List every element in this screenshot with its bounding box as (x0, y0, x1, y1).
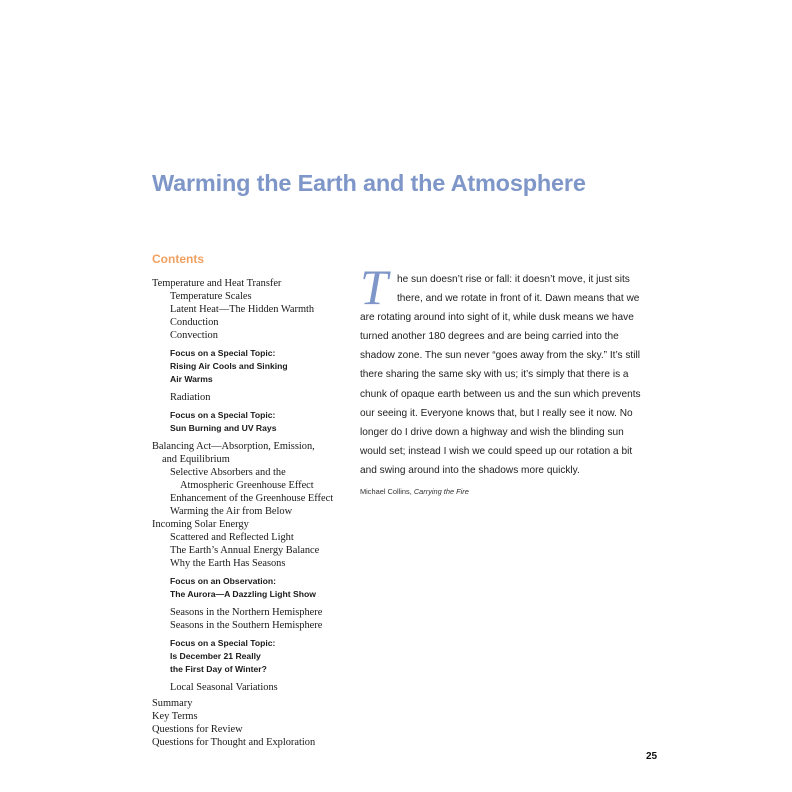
epigraph-line: he sun doesn’t rise or fall: it doesn’t move, it just sits (397, 274, 630, 285)
toc-item[interactable]: Convection (170, 330, 218, 341)
chapter-title: Warming the Earth and the Atmosphere (152, 170, 586, 196)
toc-item-continued[interactable]: and Equilibrium (162, 454, 230, 465)
toc-item[interactable]: Temperature and Heat Transfer (152, 278, 282, 289)
toc-item[interactable]: Scattered and Reflected Light (170, 532, 294, 543)
toc-item[interactable]: Local Seasonal Variations (170, 682, 278, 693)
toc-focus-item[interactable]: Air Warms (170, 374, 213, 384)
epigraph-line: would set; instead I wish we could speed up our rotation a bit (360, 445, 633, 457)
toc-item[interactable]: Why the Earth Has Seasons (170, 558, 286, 569)
epigraph-line: turned another 180 degrees and are being carried into the (360, 331, 619, 343)
toc-item[interactable]: Selective Absorbers and the (170, 467, 286, 478)
toc-item[interactable]: Warming the Air from Below (170, 506, 293, 517)
epigraph-line: our seeing it. Everyone knows that, but I really see it now. No (360, 407, 633, 419)
epigraph-attribution (360, 487, 469, 496)
toc-item-continued[interactable]: Atmospheric Greenhouse Effect (180, 480, 314, 491)
toc-item[interactable]: Questions for Thought and Exploration (152, 737, 316, 748)
epigraph-line: there, and we rotate in front of it. Dawn means that we (397, 293, 640, 305)
table-of-contents (152, 277, 362, 749)
toc-focus-item[interactable]: Rising Air Cools and Sinking (170, 361, 288, 371)
toc-item[interactable]: Latent Heat—The Hidden Warmth (170, 304, 315, 315)
toc-focus-item[interactable]: Is December 21 Really (170, 651, 261, 661)
toc-focus-item[interactable]: Sun Burning and UV Rays (170, 423, 277, 433)
toc-item[interactable]: Temperature Scales (170, 291, 252, 302)
toc-focus-label[interactable]: Focus on a Special Topic: (170, 348, 276, 358)
contents-heading: Contents (152, 252, 204, 266)
toc-item[interactable]: Seasons in the Southern Hemisphere (170, 620, 323, 631)
epigraph-line: longer do I drive down a highway and wish the blinding sun (360, 426, 624, 438)
toc-focus-label[interactable]: Focus on an Observation: (170, 576, 277, 586)
epigraph-line: are rotating around into sight of it, while dusk means we have (360, 312, 634, 324)
attribution-author: Michael Collins, (360, 487, 412, 496)
epigraph-quote (360, 270, 660, 480)
epigraph-line: there sharing the same sky with us; it’s simply that there is a (360, 369, 629, 381)
toc-focus-label[interactable]: Focus on a Special Topic: (170, 638, 276, 648)
toc-item[interactable]: The Earth’s Annual Energy Balance (170, 545, 320, 556)
toc-item[interactable]: Enhancement of the Greenhouse Effect (170, 493, 334, 504)
toc-item[interactable]: Questions for Review (152, 724, 243, 735)
toc-item[interactable]: Key Terms (152, 711, 198, 722)
toc-focus-item[interactable]: the First Day of Winter? (170, 664, 267, 674)
toc-item[interactable]: Incoming Solar Energy (152, 519, 249, 530)
toc-item[interactable]: Summary (152, 698, 193, 709)
epigraph-dropcap: T (360, 259, 388, 315)
epigraph-line: and swing around into the shadows more quickly. (360, 464, 580, 476)
toc-focus-label[interactable]: Focus on a Special Topic: (170, 410, 276, 420)
epigraph-line: chunk of opaque earth between us and the sun which prevents (360, 388, 641, 400)
toc-item[interactable]: Balancing Act—Absorption, Emission, (152, 441, 315, 452)
toc-item[interactable]: Conduction (170, 317, 219, 328)
attribution-work: Carrying the Fire (413, 487, 469, 496)
page-number: 25 (646, 751, 658, 762)
toc-item[interactable]: Radiation (170, 392, 211, 403)
toc-item[interactable]: Seasons in the Northern Hemisphere (170, 607, 323, 618)
epigraph-line: shadow zone. The sun never “goes away from the sky.” It’s still (360, 350, 640, 362)
toc-focus-item[interactable]: The Aurora—A Dazzling Light Show (170, 589, 316, 599)
